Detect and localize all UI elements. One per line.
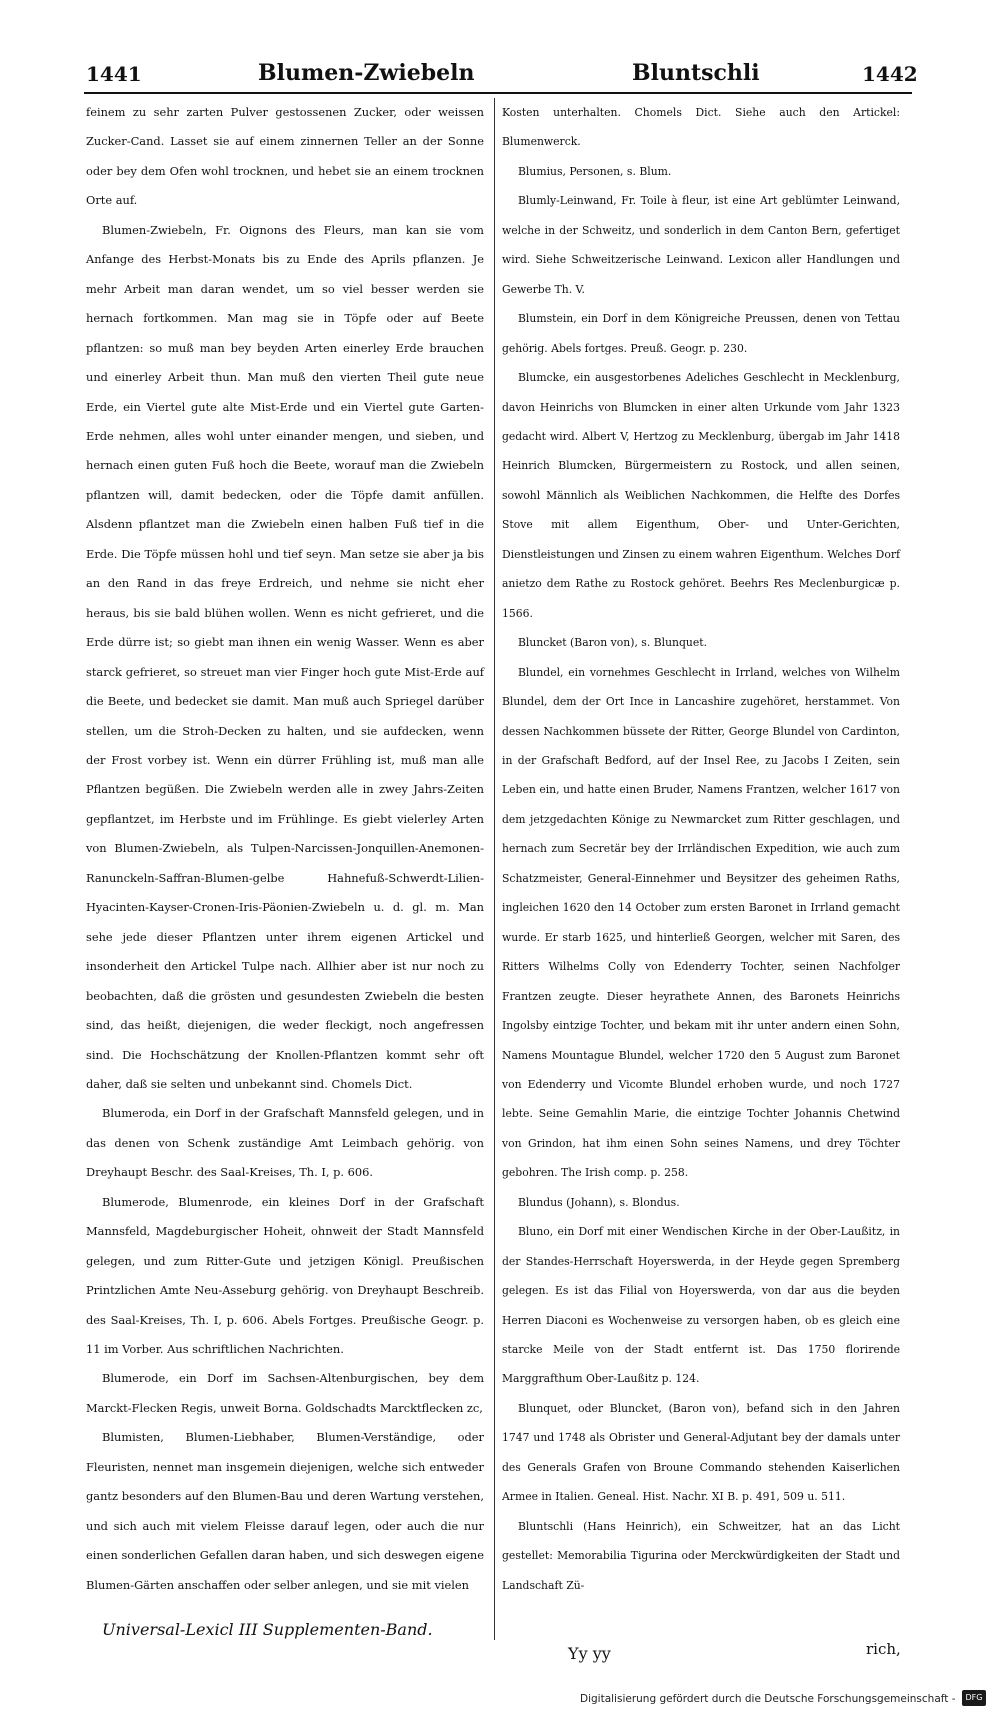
- entry-blundel: Blundel, ein vornehmes Geschlecht in Irrland, welches von Wilhelm Blundel, dem der Ort Ince in Lancashire zugehöret, herstammet. Von dessen Nachkommen büssete der Ritter, George Blundel von Cardinton, in der Grafschaft Bedford, auf der Insel Ree, zu Jacobs I Zeiten, sein Leben ein, und hatte einen Bruder, Namens Frantzen, welcher 1617 von dem jetzgedachten Könige zu Newmarcket zum Ritter geschlagen, und hernach zum Secretär bey der Irrländischen Expedition, wie auch zum Schatzmeister, General-Einnehmer und Beysitzer des geheimen Raths, ingleichen 1620 den 14 October zum ersten Baronet in Irrland gemacht wurde. Er starb 1625, und hinterließ Georgen, welcher mit Saren, des Ritters Wilhelms Colly von Edenderry Tochter, seinen Nachfolger Frantzen zeugte. Dieser heyrathete Annen, des Baronets Heinrichs Ingolsby eintzige Tochter, und bekam mit ihr unter andern einen Sohn, Namens Mountague Blundel, welcher 1720 den 5 August zum Baronet von Edenderry und Vicomte Blundel erhoben wurde, und noch 1727 lebte. Seine Gemahlin Marie, die eintzige Tochter Johannis Chetwind von Grindon, hat ihm einen Sohn seines Namens, und drey Töchter gebohren. The Irish comp. p. 258.: [502, 665, 900, 1180]
- running-head-right: Bluntschli: [632, 60, 760, 86]
- entry-blumstein: Blumstein, ein Dorf in dem Königreiche Preussen, denen von Tettau gehörig. Abels fortges. Preuß. Geogr. p. 230.: [502, 312, 900, 355]
- entry-blumisten: Blumisten, Blumen-Liebhaber, Blumen-Verständige, oder Fleuristen, nennet man insgemein diejenigen, welche sich entweder gantz besonders auf den Blumen-Bau und deren Wartung verstehen, und sich auch mit vielem Fleisse darauf legen, oder auch die nur einen sonderlichen Gefallen daran haben, und sich deswegen eigene Blumen-Gärten anschaffen oder selber anlegen, und sie mit vielen: [86, 1430, 484, 1592]
- entry-paragraph: feinem zu sehr zarten Pulver gestossenen Zucker, oder weissen Zucker-Cand. Lasset sie auf einem zinnernen Teller an der Sonne oder bey dem Ofen wohl trocknen, und hebet sie an einem trocknen Orte auf.: [86, 105, 484, 208]
- entry-blumius: Blumius, Personen, s. Blum.: [518, 164, 672, 178]
- entry-blumeroda: Blumeroda, ein Dorf in der Grafschaft Mannsfeld gelegen, und in das denen von Schenk zuständige Amt Leimbach gehörig. von Dreyhaupt Beschr. des Saal-Kreises, Th. I, p. 606.: [86, 1106, 484, 1180]
- entry-blundus: Blundus (Johann), s. Blondus.: [518, 1195, 680, 1209]
- entry-bluncket: Bluncket (Baron von), s. Blunquet.: [518, 636, 708, 650]
- page-number-left: 1441: [86, 62, 142, 86]
- entry-blumly-leinwand: Blumly-Leinwand, Fr. Toile à fleur, ist eine Art geblümter Leinwand, welche in der Schweitz, und sonderlich in dem Canton Bern, gefertiget wird. Siehe Schweitzerische Leinwand. Lexicon aller Handlungen und Gewerbe Th. V.: [502, 194, 900, 296]
- entry-paragraph: Kosten unterhalten. Chomels Dict. Siehe auch den Artickel: Blumenwerck.: [502, 106, 900, 149]
- entry-blumerode-altenburg: Blumerode, ein Dorf im Sachsen-Altenburgischen, bey dem Marckt-Flecken Regis, unweit Borna. Goldschadts Marcktflecken zc,: [86, 1371, 484, 1415]
- header-rule: [84, 92, 912, 94]
- volume-footer: Universal-Lexicl III Supplementen-Band.: [102, 1620, 433, 1639]
- entry-blumen-zwiebeln: Blumen-Zwiebeln, Fr. Oignons des Fleurs, man kan sie vom Anfange des Herbst-Monats bis zu Ende des Aprils pflanzen. Je mehr Arbeit man daran wendet, um so viel besser werden sie hernach fortkommen. Man mag sie in Töpfe oder auf Beete pflantzen: so muß man bey beyden Arten einerley Erde brauchen und einerley Arbeit thun. Man muß den vierten Theil gute neue Erde, ein Viertel gute alte Mist-Erde und ein Viertel gute Garten-Erde nehmen, alles wohl unter einander mengen, und sieben, und hernach einen guten Fuß hoch die Beete, worauf man die Zwiebeln pflantzen will, damit bedecken, oder die Töpfe damit anfüllen. Alsdenn pflantzet man die Zwiebeln einen halben Fuß tief in die Erde. Die Töpfe müssen hohl und tief seyn. Man setze sie aber ja bis an den Rand in das freye Erdreich, und nehme sie nicht eher heraus, bis sie bald blühen wollen. Wenn es nicht gefrieret, und die Erde dürre ist; so giebt man ihnen ein wenig Wasser. Wenn es aber starck gefrieret, so streuet man vier Finger hoch gute Mist-Erde auf die Beete, und bedecket sie damit. Man muß auch Spriegel darüber stellen, um die Stroh-Decken zu halten, und sie aufdecken, wenn der Frost vorbey ist. Wenn ein dürrer Frühling ist, muß man alle Pflantzen begüßen. Die Zwiebeln werden alle in zwey Jahrs-Zeiten gepflantzet, im Herbste und im Frühlinge. Es giebt vielerley Arten von Blumen-Zwiebeln, als Tulpen-Narcissen-Jonquillen-Anemonen-Ranunckeln-Saffran-Blumen-gelbe Hahnefuß-Schwerdt-Lilien-Hyacinten-Kayser-Cronen-Iris-Päonien-Zwiebeln u. d. gl. m. Man sehe jede dieser Pflantzen unter ihrem eigenen Artickel und insonderheit den Artickel Tulpe nach. Allhier aber ist nur noch zu beobachten, daß die grösten und gesundesten Zwiebeln die besten sind, das heißt, diejenigen, die weder fleckigt, noch angefressen sind. Die Hochschätzung der Knollen-Pflantzen kommt sehr oft daher, daß sie selten und unbekannt sind. Chomels Dict.: [86, 222, 484, 1091]
- page-number-right: 1442: [862, 62, 918, 86]
- entry-blumerode-mannsfeld: Blumerode, Blumenrode, ein kleines Dorf in der Grafschaft Mannsfeld, Magdeburgischer Hoheit, ohnweit der Stadt Mannsfeld gelegen, und zum Ritter-Gute und jetzigen Königl. Preußischen Printzlichen Amte Neu-Asseburg gehörig. von Dreyhaupt Beschreib. des Saal-Kreises, Th. I, p. 606. Abels Fortges. Preußische Geogr. p. 11 im Vorber. Aus schriftlichen Nachrichten.: [86, 1194, 484, 1357]
- right-column: [502, 98, 900, 1600]
- digitization-credit: Digitalisierung gefördert durch die Deutsche Forschungsgemeinschaft -: [580, 1693, 956, 1705]
- entry-blumcke: Blumcke, ein ausgestorbenes Adeliches Geschlecht in Mecklenburg, davon Heinrichs von Blumcken in einer alten Urkunde vom Jahr 1323 gedacht wird. Albert V, Hertzog zu Mecklenburg, übergab im Jahr 1418 Heinrich Blumcken, Bürgermeistern zu Rostock, und allen seinen, sowohl Männlich als Weiblichen Nachkommen, die Helfte des Dorfes Stove mit allem Eigenthum, Ober- und Unter-Gerichten, Dienstleistungen und Zinsen zu einem wahren Eigenthum. Welches Dorf anietzo dem Rathe zu Rostock gehöret. Beehrs Res Meclenburgicæ p. 1566.: [502, 371, 900, 620]
- entry-bluno: Bluno, ein Dorf mit einer Wendischen Kirche in der Ober-Laußitz, in der Standes-Herrschaft Hoyerswerda, in der Heyde gegen Spremberg gelegen. Es ist das Filial von Hoyerswerda, von dar aus die beyden Herren Diaconi es Wochenweise zu versorgen haben, ob es gleich eine starcke Meile von der Stadt entfernt ist. Das 1750 florirende Marggrafthum Ober-Laußitz p. 124.: [502, 1225, 900, 1386]
- entry-bluntschli: Bluntschli (Hans Heinrich), ein Schweitzer, hat an das Licht gestellet: Memorabilia Tigurina oder Merckwürdigkeiten der Stadt und Landschaft Zü-: [502, 1519, 900, 1592]
- entry-blunquet: Blunquet, oder Bluncket, (Baron von), befand sich in den Jahren 1747 und 1748 als Obrister und General-Adjutant bey der damals unter des Generals Grafen von Broune Commando stehenden Kaiserlichen Armee in Italien. Geneal. Hist. Nachr. XI B. p. 491, 509 u. 511.: [502, 1401, 900, 1504]
- column-divider: [494, 98, 495, 1640]
- signature-mark: Yy yy: [568, 1644, 611, 1663]
- running-head-left: Blumen-Zwiebeln: [258, 60, 475, 86]
- dfg-logo-icon: DFG: [962, 1690, 986, 1706]
- catchword: rich,: [866, 1640, 901, 1658]
- left-column: [86, 98, 484, 1600]
